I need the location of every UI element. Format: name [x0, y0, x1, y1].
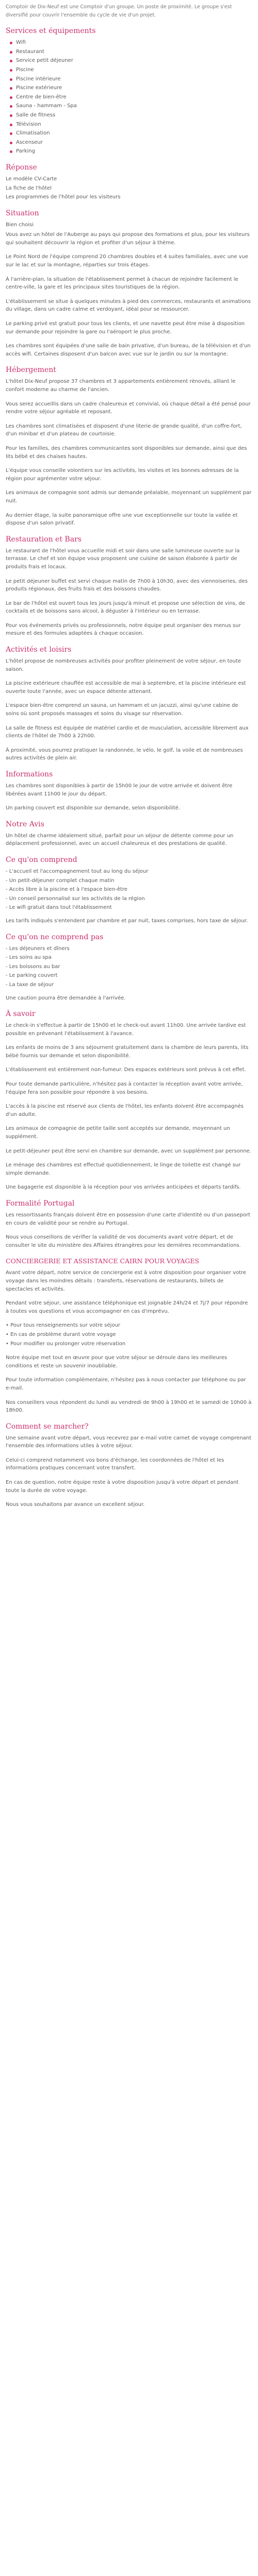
conciergerie-title: CONCIERGERIE ET ASSISTANCE CAIRN POUR VOYAGES	[6, 1257, 199, 1265]
savoir-paragraph: Le check-in s'effectue à partir de 15h00 et le check-out avant 11h00. Une arrivée tardive est possible en prévenant l'établissement à l'avance.	[6, 1023, 246, 1037]
activites-paragraph: La salle de fitness est équipée de matériel cardio et de musculation, accessible librement aux clients de l'hôtel de 7h00 à 22h00.	[6, 725, 249, 739]
savoir-paragraph: Pour toute demande particulière, n'hésitez pas à contacter la réception avant votre arrivée, l'équipe fera son possible pour répondre à vos besoins.	[6, 1081, 243, 1095]
activites-paragraph: La piscine extérieure chauffée est accessible de mai à septembre, et la piscine intérieure est ouverte toute l'année, avec un espace détente attenant.	[6, 681, 246, 694]
intro-text: Comptoir de Dix-Neuf est une Comptoir d'un groupe. Un poste de proximité. Le groupe s'est diversifié pour couvrir l'ensemble du cycle de vie d'un projet.	[6, 4, 232, 18]
situation-lead: Bien choisi	[6, 222, 34, 228]
savoir-paragraph: Les enfants de moins de 3 ans séjournent gratuitement dans la chambre de leurs parents, lits bébé fournis sur demande et selon disponibilité.	[6, 1045, 249, 1059]
service-item: Sauna - hammam - Spa	[16, 102, 252, 110]
hebergement-paragraph: Les chambres sont climatisées et disposent d'une literie de grande qualité, d'un coffre-fort, d'un minibar et d'un plateau de courtoisie.	[6, 423, 242, 437]
restauration-paragraph: Pour vos événements privés ou professionnels, notre équipe peut organiser des menus sur mesure et des formules adaptées à chaque occasion.	[6, 622, 241, 637]
exclusion-line: - Le parking couvert	[6, 973, 58, 979]
comment-paragraph: Une semaine avant votre départ, vous recevrez par e-mail votre carnet de voyage comprenant l'ensemble des informations utiles à votre séjour.	[6, 1435, 252, 1449]
hebergement-paragraph: Au dernier étage, la suite panoramique offre une vue exceptionnelle sur toute la vallée et dispose d'un salon privatif.	[6, 512, 238, 527]
inclusion-line: - Accès libre à la piscine et à l'espace bien-être	[6, 887, 127, 893]
conciergerie-bullet: • Pour modifier ou prolonger votre réservation	[6, 1341, 126, 1347]
savoir-title: À savoir	[6, 1010, 36, 1019]
exclusion-line: - Les déjeuners et dîners	[6, 945, 70, 952]
hebergement-paragraph: Pour les familles, des chambres communicantes sont disponibles sur demande, ainsi que des lits bébé et des chaises hautes.	[6, 445, 247, 460]
comment-paragraph: Celui-ci comprend notamment vos bons d'échange, les coordonnées de l'hôtel et les informations pratiques concernant votre transfert.	[6, 1457, 224, 1471]
service-item: Ascenseur	[16, 139, 252, 147]
exclusion-line: - La taxe de séjour	[6, 981, 54, 988]
situation-paragraph: Le parking privé est gratuit pour tous les clients, et une navette peut être mise à disposition sur demande pour rejoindre la gare ou l'aéroport le plus proche.	[6, 321, 245, 335]
savoir-paragraph: L'établissement est entièrement non-fumeur. Des espaces extérieurs sont prévus à cet effet.	[6, 1067, 246, 1073]
inclusion-line: - L'accueil et l'accompagnement tout au long du séjour	[6, 868, 149, 874]
conciergerie-bullet: • En cas de problème durant votre voyage	[6, 1331, 116, 1337]
situation-paragraph: L'établissement se situe à quelques minutes à pied des commerces, restaurants et animations du village, dans un cadre calme et verdoyant, idéal pour se ressourcer.	[6, 298, 251, 313]
ne-comprend-pas-title: Ce qu'on ne comprend pas	[6, 933, 104, 941]
service-item: Télévision	[16, 121, 252, 129]
situation-paragraph: Le Point Nord de l'équipe comprend 20 chambres doubles et 4 suites familiales, avec une vue sur le lac et sur la montagne, réparties sur trois étages.	[6, 254, 248, 268]
inclusion-line: - Un conseil personnalisé sur les activités de la région	[6, 895, 145, 902]
conciergerie-paragraph: Avant votre départ, notre service de conciergerie est à votre disposition pour organiser votre voyage dans les moindres détails : transferts, réservations de restaurants, billets de spectacles et activités.	[6, 1270, 247, 1292]
reponse-line: La fiche de l'hôtel	[6, 185, 52, 191]
service-item: Piscine extérieure	[16, 84, 252, 92]
inclusion-note: Les tarifs indiqués s'entendent par chambre et par nuit, taxes comprises, hors taxe de séjour.	[6, 918, 248, 924]
notre-avis-title: Notre Avis	[6, 820, 44, 828]
service-item: Salle de fitness	[16, 111, 252, 120]
conciergerie-paragraph: Nos conseillers vous répondent du lundi au vendredi de 9h00 à 19h00 et le samedi de 10h00 à 18h00.	[6, 1399, 252, 1414]
savoir-paragraph: Le petit-déjeuner peut être servi en chambre sur demande, avec un supplément par personne.	[6, 1148, 251, 1154]
informations-paragraph: Un parking couvert est disponible sur demande, selon disponibilité.	[6, 805, 180, 811]
exclusion-line: - Les boissons au bar	[6, 963, 60, 970]
reponse-line: Les programmes de l'hôtel pour les visiteurs	[6, 194, 121, 200]
service-item: Piscine intérieure	[16, 75, 252, 83]
activites-paragraph: L'espace bien-être comprend un sauna, un hammam et un jacuzzi, ainsi qu'une cabine de soins où sont proposés massages et soins du visage sur réservation.	[6, 703, 238, 717]
activites-paragraph: L'hôtel propose de nombreuses activités pour profiter pleinement de votre séjour, en toute saison.	[6, 658, 241, 672]
situation-title: Situation	[6, 209, 39, 217]
informations-title: Informations	[6, 770, 53, 778]
notre-avis-text: Un hôtel de charme idéalement situé, parfait pour un séjour de détente comme pour un déplacement professionnel, avec un accueil chaleureux et des prestations de qualité.	[6, 833, 234, 847]
activites-paragraph: À proximité, vous pourrez pratiquer la randonnée, le vélo, le golf, la voile et de nombreuses autres activités de plein air.	[6, 747, 243, 761]
restauration-paragraph: Le bar de l'hôtel est ouvert tous les jours jusqu'à minuit et propose une sélection de vins, de cocktails et de boissons sans alcool, à déguster à l'intérieur ou en terrasse.	[6, 600, 245, 615]
hebergement-paragraph: Les animaux de compagnie sont admis sur demande préalable, moyennant un supplément par nuit.	[6, 490, 252, 504]
service-item: Service petit déjeuner	[16, 57, 252, 65]
informations-paragraph: Les chambres sont disponibles à partir de 15h00 le jour de votre arrivée et doivent être libérées avant 11h00 le jour du départ.	[6, 783, 233, 797]
formalite-paragraph: Les ressortissants français doivent être en possession d'une carte d'identité ou d'un passeport en cours de validité pour se rendre au Portugal.	[6, 1212, 250, 1226]
hebergement-paragraph: L'équipe vous conseille volontiers sur les activités, les visites et les bonnes adresses de la région pour agrémenter votre séjour.	[6, 468, 239, 482]
service-item: Parking	[16, 147, 252, 156]
comment-paragraph: En cas de question, notre équipe reste à votre disposition jusqu'à votre départ et pendant toute la durée de votre voyage.	[6, 1480, 239, 1494]
conciergerie-paragraph: Pendant votre séjour, une assistance téléphonique est joignable 24h/24 et 7j/7 pour répondre à toutes vos questions et vous accompagner en cas d'imprévu.	[6, 1300, 248, 1314]
restauration-paragraph: Le restaurant de l'hôtel vous accueille midi et soir dans une salle lumineuse ouverte sur la terrasse. Le chef et son équipe vous proposent une cuisine de saison élaborée à partir de produits frais et locaux.	[6, 548, 240, 570]
comment-title: Comment se marcher?	[6, 1422, 89, 1431]
conciergerie-paragraph: Pour toute information complémentaire, n'hésitez pas à nous contacter par téléphone ou par e-mail.	[6, 1377, 246, 1391]
services-title: Services et équipements	[6, 27, 96, 36]
situation-paragraph: Vous avez un hôtel de l'Auberge au pays qui propose des formations et plus, pour les visiteurs qui souhaitent découvrir la région et profiter d'un séjour à thème.	[6, 232, 250, 246]
formalite-paragraph: Nous vous conseillons de vérifier la validité de vos documents avant votre départ, et de consulter le site du ministère des Affaires étrangères pour les dernières recommandations.	[6, 1234, 241, 1248]
hebergement-title: Hébergement	[6, 366, 56, 375]
restauration-title: Restauration et Bars	[6, 535, 82, 544]
service-item: Piscine	[16, 66, 252, 74]
services-list	[6, 39, 252, 156]
ce-qui-comprend-title: Ce qu'on comprend	[6, 855, 77, 864]
exclusion-line: - Les soins au spa	[6, 955, 52, 961]
inclusion-line: - Le wifi gratuit dans tout l'établissement	[6, 905, 112, 911]
savoir-paragraph: Les animaux de compagnie de petite taille sont acceptés sur demande, moyennant un supplément.	[6, 1126, 230, 1140]
restauration-paragraph: Le petit déjeuner buffet est servi chaque matin de 7h00 à 10h30, avec des viennoiseries, des produits régionaux, des fruits frais et des boissons chaudes.	[6, 578, 248, 592]
reponse-title: Réponse	[6, 163, 37, 172]
service-item: Restaurant	[16, 48, 252, 56]
conciergerie-paragraph: Notre équipe met tout en œuvre pour que votre séjour se déroule dans les meilleures conditions et reste un souvenir inoubliable.	[6, 1355, 228, 1369]
service-item: Centre de bien-être	[16, 93, 252, 101]
hebergement-paragraph: L'hôtel Dix-Neuf propose 37 chambres et 3 appartements entièrement rénovés, alliant le confort moderne au charme de l'ancien.	[6, 379, 236, 393]
situation-paragraph: À l'arrière-plan, la situation de l'établissement permet à chacun de rejoindre facilement le centre-ville, la gare et les principaux sites touristiques de la région.	[6, 276, 238, 291]
service-item: Wifi	[16, 39, 252, 47]
hebergement-paragraph: Vous serez accueillis dans un cadre chaleureux et convivial, où chaque détail a été pensé pour rendre votre séjour agréable et reposant.	[6, 401, 251, 415]
savoir-paragraph: L'accès à la piscine est réservé aux clients de l'hôtel, les enfants doivent être accompagnés d'un adulte.	[6, 1104, 244, 1117]
exclusion-note: Une caution pourra être demandée à l'arrivée.	[6, 995, 126, 1001]
inclusion-line: - Un petit-déjeuner complet chaque matin	[6, 877, 115, 884]
formalite-title: Formalité Portugal	[6, 1199, 75, 1208]
savoir-paragraph: Le ménage des chambres est effectué quotidiennement, le linge de toilette est changé sur simple demande.	[6, 1162, 241, 1176]
reponse-line: Le modèle CV-Carte	[6, 176, 57, 182]
service-item: Climatisation	[16, 129, 252, 138]
activites-title: Activités et loisirs	[6, 646, 72, 654]
savoir-paragraph: Une bagagerie est disponible à la réception pour vos arrivées anticipées et départs tardifs.	[6, 1184, 241, 1191]
conciergerie-bullet: • Pour tous renseignements sur votre séjour	[6, 1323, 120, 1329]
comment-paragraph: Nous vous souhaitons par avance un excellent séjour.	[6, 1502, 145, 1508]
situation-paragraph: Les chambres sont équipées d'une salle de bain privative, d'un bureau, de la télévision et d'un accès wifi. Certaines disposent d'un balcon avec vue sur le jardin ou sur la montagne.	[6, 343, 251, 357]
